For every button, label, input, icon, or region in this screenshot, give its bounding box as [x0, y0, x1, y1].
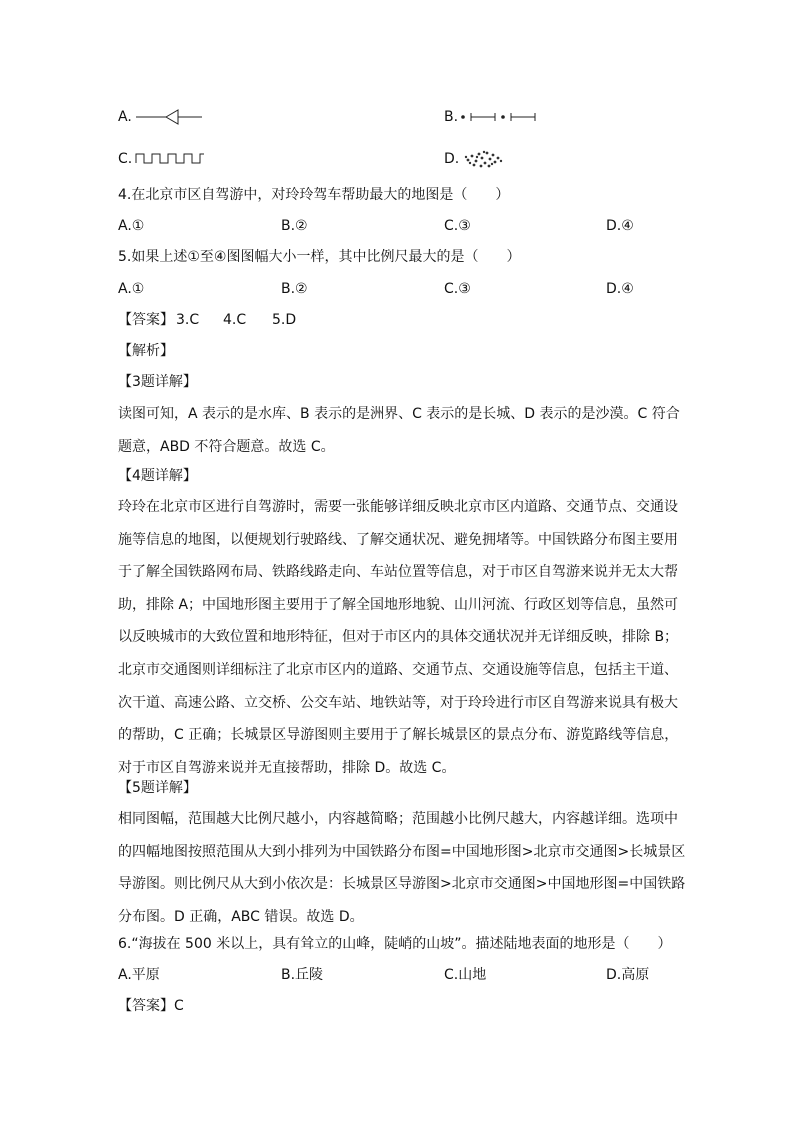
- q5-option-c: C.③: [444, 281, 471, 297]
- detail3-line: 读图可知，A 表示的是水库、B 表示的是洲界、C 表示的是长城、D 表示的是沙漠。C 符合: [118, 406, 680, 422]
- q4-option-b: B.②: [281, 218, 308, 234]
- q6-option-c: C.山地: [444, 967, 487, 983]
- q5-option-b: B.②: [281, 281, 308, 297]
- detail5-line: 分布图。D 正确，ABC 错误。故选 D。: [118, 908, 364, 925]
- detail4-line: 次干道、高速公路、立交桥、公交车站、地铁站等，对于玲玲进行市区自驾游来说具有极大: [118, 694, 678, 711]
- detail5-line: 导游图。则比例尺从大到小依次是：长城景区导游图>北京市交通图>中国地形图=中国铁路: [118, 876, 686, 893]
- q5-option-a: A.①: [118, 281, 145, 297]
- q4-stem: 4.在北京市区自驾游中，对玲玲驾车帮助最大的地图是（ ）: [118, 187, 510, 203]
- answer-5: 5.D: [272, 312, 297, 328]
- option-a-label: A.: [118, 109, 132, 125]
- detail4-line: 玲玲在北京市区进行自驾游时，需要一张能够详细反映北京市区内道路、交通节点、交通设: [118, 499, 678, 515]
- detail4-line: 助，排除 A；中国地形图主要用于了解全国地形地貌、山川河流、行政区划等信息，虽然可: [118, 596, 679, 613]
- detail3-label: 【3题详解】: [118, 374, 197, 390]
- great-wall-symbol-icon: [134, 150, 206, 166]
- q3-option-a: [118, 107, 132, 127]
- q6-answer: [118, 996, 184, 1016]
- detail3-line: 题意，ABD 不符合题意。故选 C。: [118, 438, 335, 455]
- detail3-text: [118, 404, 678, 469]
- detail4-line: 的帮助，C 正确；长城景区导游图则主要用于了解长城景区的景点分布、游览路线等信息，: [118, 727, 679, 744]
- state-boundary-symbol-icon: [459, 110, 539, 124]
- q4-option-a: A.①: [118, 218, 145, 234]
- answer-label: 【答案】: [118, 312, 174, 328]
- q5-option-d: D.④: [606, 281, 634, 297]
- detail4-line: 北京市交通图则详细标注了北京市区内的道路、交通节点、交通设施等信息，包括主干道、: [118, 661, 678, 678]
- detail5-line: 相同图幅，范围越大比例尺越小，内容越简略；范围越小比例尺越大，内容越详细。选项中: [118, 811, 678, 827]
- q4-option-d: D.④: [606, 218, 634, 234]
- q6-answer-label: 【答案】: [118, 998, 174, 1014]
- detail4-line: 施等信息的地图，以便规划行驶路线、了解交通状况、避免拥堵等。中国铁路分布图主要用: [118, 531, 678, 548]
- detail5-label: 【5题详解】: [118, 780, 197, 796]
- q6-answer-value: C: [174, 998, 184, 1014]
- detail5-text: [118, 809, 686, 939]
- answer-4: 4.C: [223, 312, 247, 328]
- q6-option-a: A.平原: [118, 967, 160, 983]
- analysis-label: 【解析】: [118, 343, 174, 359]
- desert-symbol-icon: [462, 148, 504, 170]
- q3-option-b: [444, 107, 458, 127]
- detail5-line: 的四幅地图按照范围从大到小排列为中国铁路分布图=中国地形图>北京市交通图>长城景区: [118, 843, 686, 860]
- detail4-line: 对于市区自驾游来说并无直接帮助，排除 D。故选 C。: [118, 759, 456, 776]
- detail4-text: [118, 497, 678, 790]
- detail4-label: 【4题详解】: [118, 468, 197, 484]
- detail4-line: 以反映城市的大致位置和地形特征，但对于市区内的具体交通状况并无详细反映，排除 B；: [118, 629, 679, 646]
- q6-option-d: D.高原: [606, 967, 650, 983]
- option-d-label: D.: [444, 151, 460, 167]
- option-c-label: C.: [118, 151, 133, 167]
- q3-option-c: [118, 149, 132, 169]
- reservoir-symbol-icon: [134, 108, 204, 126]
- q6-stem: 6.“海拔在 500 米以上，具有耸立的山峰，陡峭的山坡”。描述陆地表面的地形是（ ）: [118, 936, 672, 952]
- q4-option-c: C.③: [444, 218, 471, 234]
- q3-option-d: [444, 149, 459, 169]
- q5-stem: 5.如果上述①至④图图幅大小一样，其中比例尺最大的是（ ）: [118, 249, 521, 265]
- option-b-label: B.: [444, 109, 459, 125]
- answer-3: 3.C: [176, 312, 200, 328]
- q6-option-b: B.丘陵: [281, 967, 324, 983]
- detail4-line: 于了解全国铁路网布局、铁路线路走向、车站位置等信息，对于市区自驾游来说并无太大帮: [118, 564, 678, 581]
